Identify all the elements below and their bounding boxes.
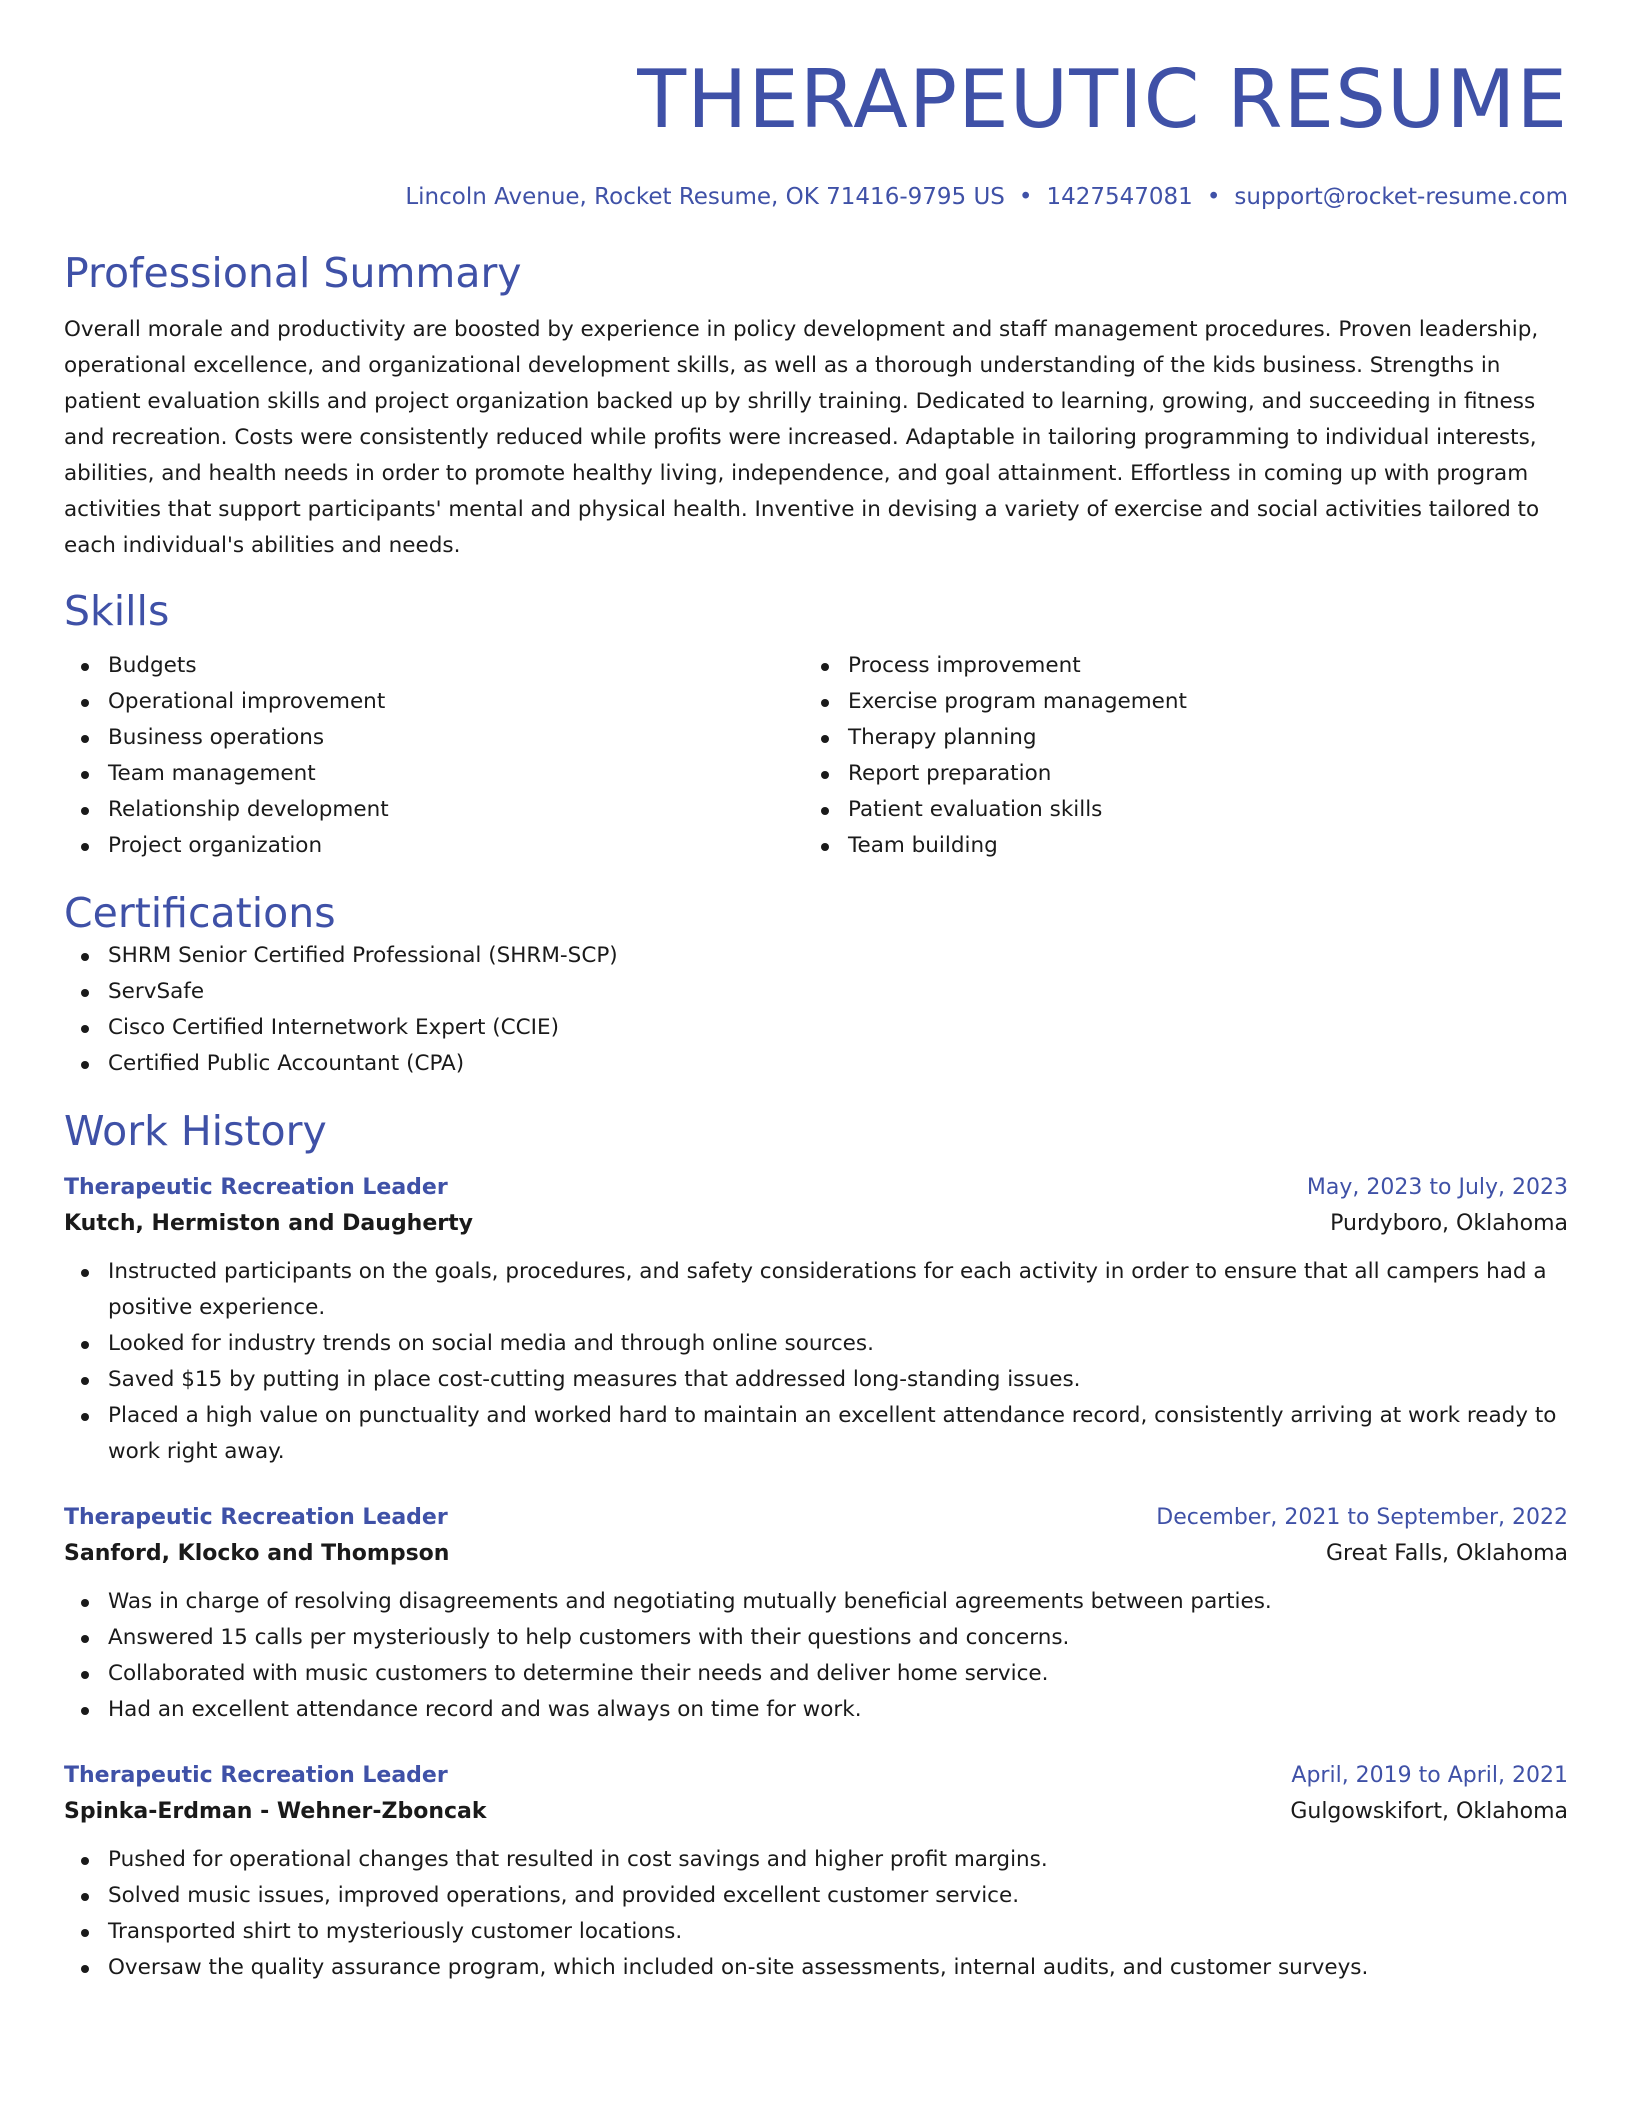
job-company-row bbox=[64, 1206, 1568, 1242]
job-title-row bbox=[64, 1758, 1568, 1794]
job-bullet: Answered 15 calls per mysteriously to help customers with their questions and concerns. bbox=[108, 1620, 1568, 1656]
skill-item: Patient evaluation skills bbox=[848, 792, 1544, 828]
job-bullets bbox=[64, 1584, 1568, 1728]
job-location: Great Falls, Oklahoma bbox=[1326, 1541, 1568, 1566]
job-bullet: Instructed participants on the goals, procedures, and safety considerations for each activity in order to ensure that all campers had a positive experience. bbox=[108, 1254, 1568, 1326]
skill-item: Budgets bbox=[108, 648, 804, 684]
job-bullet: Collaborated with music customers to determine their needs and deliver home service. bbox=[108, 1656, 1568, 1692]
certifications-heading: Certifications bbox=[64, 889, 336, 937]
skills-column-right bbox=[804, 648, 1544, 864]
skill-item: Therapy planning bbox=[848, 720, 1544, 756]
job-title: Therapeutic Recreation Leader bbox=[64, 1505, 448, 1530]
job-company: Sanford, Klocko and Thompson bbox=[64, 1541, 450, 1566]
work-history-heading: Work History bbox=[64, 1107, 327, 1155]
summary-text: Overall morale and productivity are boosted by experience in policy development and staff management procedures. Proven leadership, operational excellence, and organizational development skills, as well as a thorough understanding of the kids business. Strengths in patient evaluation skills and project organization backed up by shrilly training. Dedicated to learning, growing, and succeeding in fitness and recreation. Costs were consistently reduced while profits were increased. Adaptable in tailoring programming to individual interests, abilities, and health needs in order to promote healthy living, independence, and goal attainment. Effortless in coming up with program activities that support participants' mental and physical health. Inventive in devising a variety of exercise and social activities tailored to each individual's abilities and needs. bbox=[64, 317, 1540, 558]
job-title: Therapeutic Recreation Leader bbox=[64, 1175, 448, 1200]
job-bullet: Placed a high value on punctuality and worked hard to maintain an excellent attendance record, consistently arriving at work ready to work right away. bbox=[108, 1398, 1568, 1470]
job-bullets bbox=[64, 1842, 1568, 1986]
contact-line bbox=[64, 182, 1568, 212]
skills-grid bbox=[64, 648, 1568, 864]
skills-column-left bbox=[64, 648, 804, 864]
skill-item: Exercise program management bbox=[848, 684, 1544, 720]
contact-separator: • bbox=[1206, 184, 1221, 210]
contact-separator: • bbox=[1018, 184, 1033, 210]
skill-item: Process improvement bbox=[848, 648, 1544, 684]
skill-item: Team management bbox=[108, 756, 804, 792]
job-bullet: Oversaw the quality assurance program, which included on-site assessments, internal audits, and customer surveys. bbox=[108, 1950, 1568, 1986]
skill-item: Project organization bbox=[108, 828, 804, 864]
job-company-row bbox=[64, 1794, 1568, 1830]
certifications-list bbox=[64, 938, 1568, 1082]
job-location: Purdyboro, Oklahoma bbox=[1330, 1211, 1568, 1236]
resume-header bbox=[64, 52, 1568, 212]
job-company-row bbox=[64, 1536, 1568, 1572]
skill-item: Relationship development bbox=[108, 792, 804, 828]
skill-item: Business operations bbox=[108, 720, 804, 756]
contact-email[interactable]: support@rocket-resume.com bbox=[1234, 184, 1568, 210]
job-dates: May, 2023 to July, 2023 bbox=[1306, 1175, 1568, 1200]
job-dates: April, 2019 to April, 2021 bbox=[1291, 1763, 1568, 1788]
job-title-row bbox=[64, 1170, 1568, 1206]
contact-address: Lincoln Avenue, Rocket Resume, OK 71416-9795 US bbox=[405, 184, 1005, 210]
job-bullet: Transported shirt to mysteriously customer locations. bbox=[108, 1914, 1568, 1950]
job-company: Spinka-Erdman - Wehner-Zboncak bbox=[64, 1799, 487, 1824]
skills-heading: Skills bbox=[64, 587, 170, 635]
job-bullet: Saved $15 by putting in place cost-cutting measures that addressed long-standing issues. bbox=[108, 1362, 1568, 1398]
job-bullets bbox=[64, 1254, 1568, 1470]
job-location: Gulgowskifort, Oklahoma bbox=[1290, 1799, 1568, 1824]
certification-item: SHRM Senior Certified Professional (SHRM-SCP) bbox=[108, 938, 1568, 974]
job-title-row bbox=[64, 1500, 1568, 1536]
job-bullet: Solved music issues, improved operations, and provided excellent customer service. bbox=[108, 1878, 1568, 1914]
job-bullet: Had an excellent attendance record and was always on time for work. bbox=[108, 1692, 1568, 1728]
job-bullet: Pushed for operational changes that resulted in cost savings and higher profit margins. bbox=[108, 1842, 1568, 1878]
summary-heading: Professional Summary bbox=[64, 249, 522, 297]
resume-title: THERAPEUTIC RESUME bbox=[637, 53, 1568, 146]
job-entry bbox=[64, 1500, 1568, 1728]
job-title: Therapeutic Recreation Leader bbox=[64, 1763, 448, 1788]
skill-item: Operational improvement bbox=[108, 684, 804, 720]
certification-item: ServSafe bbox=[108, 974, 1568, 1010]
skill-item: Report preparation bbox=[848, 756, 1544, 792]
job-entry bbox=[64, 1758, 1568, 1986]
job-entry bbox=[64, 1170, 1568, 1470]
job-company: Kutch, Hermiston and Daugherty bbox=[64, 1211, 473, 1236]
job-dates: December, 2021 to September, 2022 bbox=[1156, 1505, 1568, 1530]
contact-phone: 1427547081 bbox=[1046, 184, 1193, 210]
job-bullet: Looked for industry trends on social media and through online sources. bbox=[108, 1326, 1568, 1362]
job-bullet: Was in charge of resolving disagreements and negotiating mutually beneficial agreements between parties. bbox=[108, 1584, 1568, 1620]
certification-item: Certified Public Accountant (CPA) bbox=[108, 1046, 1568, 1082]
certification-item: Cisco Certified Internetwork Expert (CCIE) bbox=[108, 1010, 1568, 1046]
skill-item: Team building bbox=[848, 828, 1544, 864]
